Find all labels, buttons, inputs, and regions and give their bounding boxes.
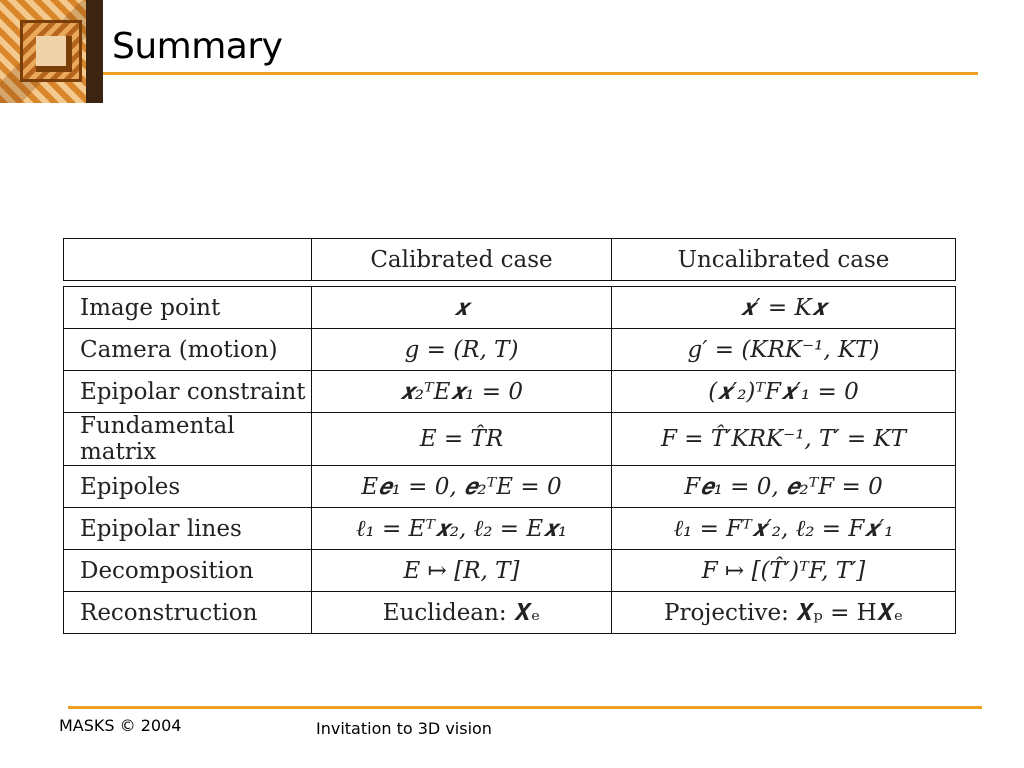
calibrated-cell: Euclidean: 𝑿ₑ — [312, 592, 612, 634]
summary-table-container — [63, 238, 955, 634]
slide-title: Summary — [112, 26, 283, 67]
uncalibrated-cell: F = T̂′KRK⁻¹, T′ = KT — [612, 413, 956, 466]
table-row — [64, 371, 956, 413]
uncalibrated-cell: (𝒙′₂)ᵀF𝒙′₁ = 0 — [612, 371, 956, 413]
uncalibrated-cell: ℓ₁ = Fᵀ𝒙′₂, ℓ₂ = F𝒙′₁ — [612, 508, 956, 550]
row-label: Camera (motion) — [64, 329, 312, 371]
table-row — [64, 413, 956, 466]
calibrated-cell: 𝒙₂ᵀE𝒙₁ = 0 — [312, 371, 612, 413]
row-label: Fundamental matrix — [64, 413, 312, 466]
table-row — [64, 592, 956, 634]
table-row — [64, 508, 956, 550]
table-header-row — [64, 239, 956, 281]
row-label: Decomposition — [64, 550, 312, 592]
logo-edge — [86, 0, 103, 103]
row-label: Epipoles — [64, 466, 312, 508]
calibrated-cell: g = (R, T) — [312, 329, 612, 371]
logo-core — [36, 36, 72, 72]
table-row — [64, 287, 956, 329]
header-cell-empty — [64, 239, 312, 281]
row-label: Epipolar constraint — [64, 371, 312, 413]
header-uncalibrated: Uncalibrated case — [612, 239, 956, 281]
footer-copyright: MASKS © 2004 — [59, 716, 182, 735]
footer-course-title: Invitation to 3D vision — [316, 719, 492, 738]
header-calibrated: Calibrated case — [312, 239, 612, 281]
uncalibrated-cell: Projective: 𝑿ₚ = H𝑿ₑ — [612, 592, 956, 634]
uncalibrated-cell: F𝒆₁ = 0, 𝒆₂ᵀF = 0 — [612, 466, 956, 508]
uncalibrated-cell: F ↦ [(T̂′)ᵀF, T′] — [612, 550, 956, 592]
row-label: Image point — [64, 287, 312, 329]
footer-rule — [68, 706, 982, 709]
table-row — [64, 466, 956, 508]
calibrated-cell: 𝒙 — [312, 287, 612, 329]
row-label: Reconstruction — [64, 592, 312, 634]
table-row — [64, 550, 956, 592]
uncalibrated-cell: g′ = (KRK⁻¹, KT) — [612, 329, 956, 371]
calibrated-cell: E𝒆₁ = 0, 𝒆₂ᵀE = 0 — [312, 466, 612, 508]
summary-table — [63, 238, 956, 634]
title-underline — [103, 72, 978, 75]
uncalibrated-cell: 𝒙′ = K𝒙 — [612, 287, 956, 329]
calibrated-cell: E ↦ [R, T] — [312, 550, 612, 592]
calibrated-cell: ℓ₁ = Eᵀ𝒙₂, ℓ₂ = E𝒙₁ — [312, 508, 612, 550]
row-label: Epipolar lines — [64, 508, 312, 550]
table-row — [64, 329, 956, 371]
logo — [0, 0, 103, 103]
calibrated-cell: E = T̂R — [312, 413, 612, 466]
